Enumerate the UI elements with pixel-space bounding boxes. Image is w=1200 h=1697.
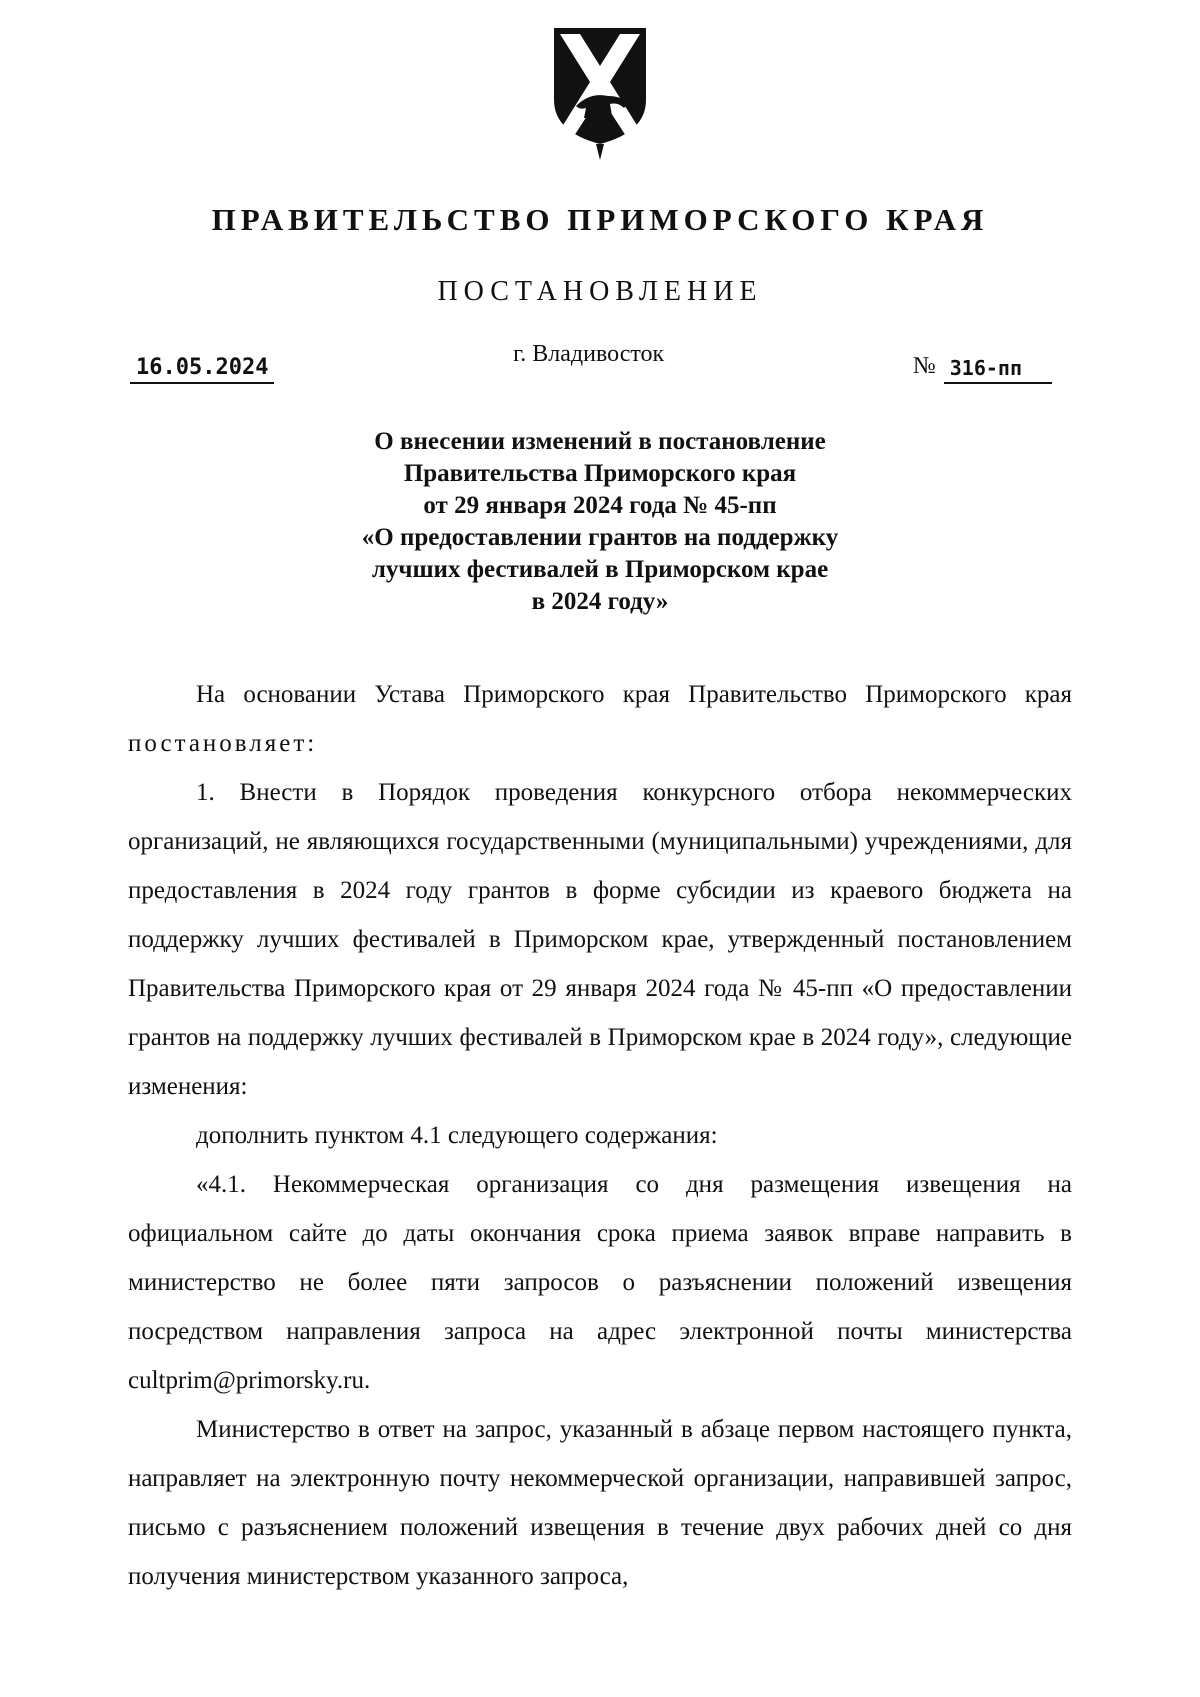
coat-of-arms-icon (546, 22, 654, 162)
paragraph-text: 1. Внести в Порядок проведения конкурсного отбора некоммерческих организаций, не являющихся государственными (муниципальными) учреждениями, для предоставления в 2024 году грантов в форме субсидии из краевого бюджета на поддержку лучших фестивалей в Приморском крае, утвержденный постановлением Правительства Приморского края от 29 января 2024 года № 45-пп «О предоставлении грантов на поддержку лучших фестивалей в Приморском крае в 2024 году», следующие изменения: (128, 779, 1072, 1100)
body-paragraph (128, 768, 1072, 1111)
title-line: лучших фестивалей в Приморском крае (371, 556, 829, 583)
title-line: в 2024 году» (531, 588, 669, 615)
title-line: «О предоставлении грантов на поддержку (361, 524, 839, 551)
paragraph-text: На основании Устава Приморского края Правительство Приморского края (196, 681, 1072, 708)
document-type: ПОСТАНОВЛЕНИЕ (437, 276, 763, 307)
title-line: О внесении изменений в постановление (374, 428, 826, 455)
document-date: 16.05.2024 (130, 355, 274, 384)
spaced-verb: постановляет (128, 730, 308, 757)
paragraph-text: : (307, 730, 315, 757)
document-city: г. Владивосток (513, 341, 665, 367)
paragraph-text: Министерство в ответ на запрос, указанный в абзаце первом настоящего пункта, направляет на электронную почту некоммерческой организации, направившей запрос, письмо с разъяснением положений извещения в течение двух рабочих дней со дня получения министерством указанного запроса, (128, 1416, 1072, 1590)
body-paragraph (128, 1160, 1072, 1405)
organization-header: ПРАВИТЕЛЬСТВО ПРИМОРСКОГО КРАЯ (211, 202, 989, 237)
body-paragraph (128, 1405, 1072, 1601)
document-number: 316-пп (944, 356, 1052, 384)
title-line: Правительства Приморского края (403, 460, 797, 487)
title-line: от 29 января 2024 года № 45-пп (423, 492, 777, 519)
document-title (128, 426, 1072, 618)
body-paragraph (128, 670, 1072, 768)
document-number-block (913, 353, 1052, 384)
paragraph-text: «4.1. Некоммерческая организация со дня размещения извещения на официальном сайте до даты окончания срока приема заявок вправе направить в министерство не более пяти запросов о разъяснении положений извещения посредством направления запроса на адрес электронной почты министерства cultprim@primorsky.ru. (128, 1171, 1072, 1394)
paragraph-text: дополнить пунктом 4.1 следующего содержания: (196, 1122, 718, 1149)
number-sign: № (912, 353, 936, 379)
body-paragraph (128, 1111, 1072, 1160)
document-meta-row (128, 340, 1072, 384)
document-body (128, 670, 1072, 1601)
